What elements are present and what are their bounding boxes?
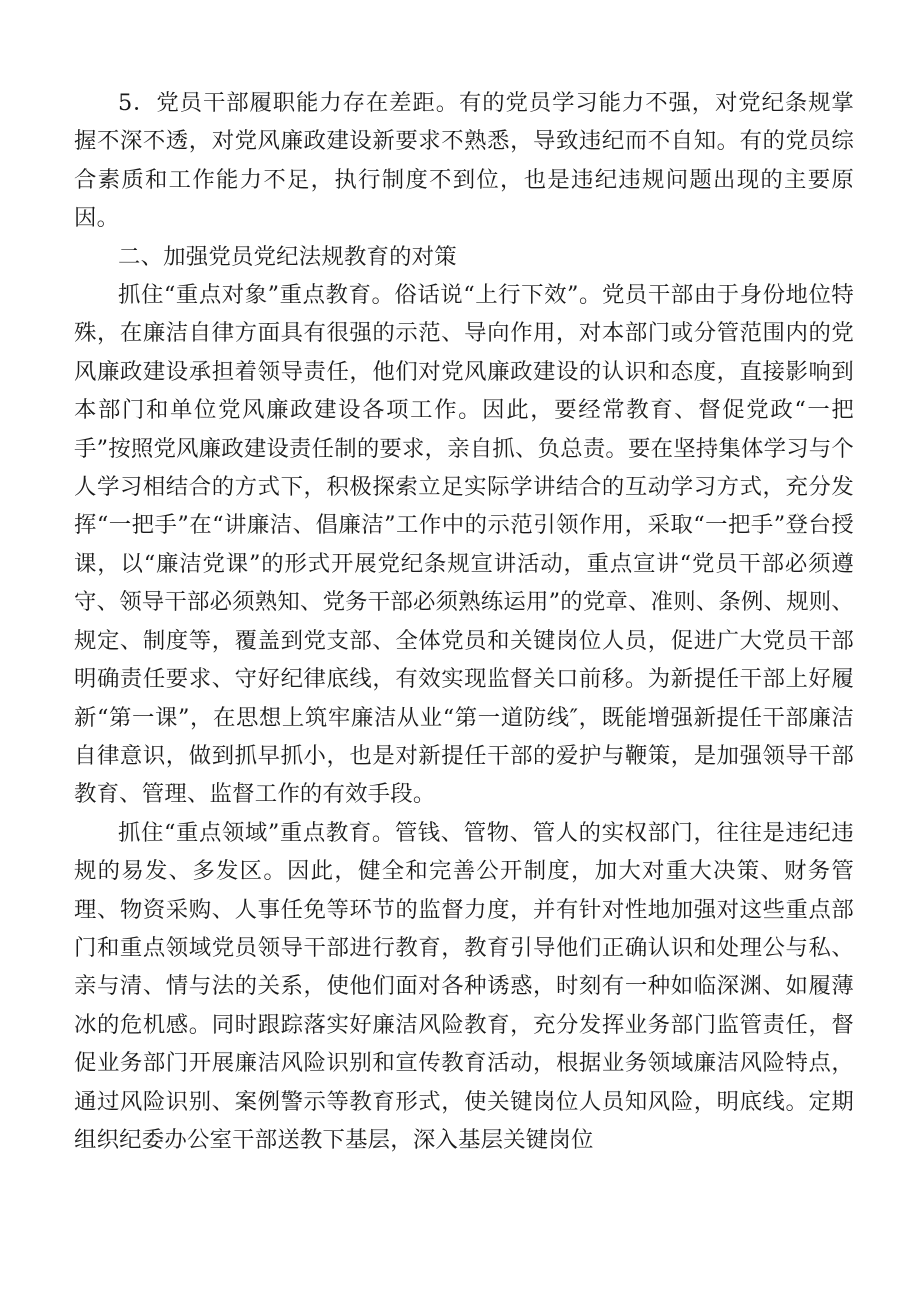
document-page	[74, 84, 854, 1159]
paragraph-key-areas: 抓住“重点领域”重点教育。管钱、管物、管人的实权部门，往往是违纪违规的易发、多发区。因此，健全和完善公开制度，加大对重大决策、财务管理、物资采购、人事任免等环节的监督力度，并有针对性地加强对这些重点部门和重点领域党员领导干部进行教育，教育引导他们正确认识和处理公与私、亲与清、情与法的关系，使他们面对各种诱惑，时刻有一种如临深渊、如履薄冰的危机感。同时跟踪落实好廉洁风险教育，充分发挥业务部门监管责任，督促业务部门开展廉洁风险识别和宣传教育活动，根据业务领域廉洁风险特点，通过风险识别、案例警示等教育形式，使关键岗位人员知风险，明底线。定期组织纪委办公室干部送教下基层，深入基层关键岗位	[74, 819, 854, 1153]
paragraph-capability-gap: 5．党员干部履职能力存在差距。有的党员学习能力不强，对党纪条规掌握不深不透，对党风廉政建设新要求不熟悉，导致违纪而不自知。有的党员综合素质和工作能力不足，执行制度不到位，也是违纪违规问题出现的主要原因。	[74, 90, 854, 232]
paragraph-key-targets: 抓住“重点对象”重点教育。俗话说“上行下效”。党员干部由于身份地位特殊，在廉洁自律方面具有很强的示范、导向作用，对本部门或分管范围内的党风廉政建设承担着领导责任，他们对党风廉政建设的认识和态度，直接影响到本部门和单位党风廉政建设各项工作。因此，要经常教育、督促党政“一把手”按照党风廉政建设责任制的要求，亲自抓、负总责。要在坚持集体学习与个人学习相结合的方式下，积极探索立足实际学讲结合的互动学习方式，充分发挥“一把手”在“讲廉洁、倡廉洁”工作中的示范引领作用，采取“一把手”登台授课，以“廉洁党课”的形式开展党纪条规宣讲活动，重点宣讲“党员干部必须遵守、领导干部必须熟知、党务干部必须熟练运用”的党章、准则、条例、规则、规定、制度等，覆盖到党支部、全体党员和关键岗位人员，促进广大党员干部明确责任要求、守好纪律底线，有效实现监督关口前移。为新提任干部上好履新“第一课”，在思想上筑牢廉洁从业“第一道防线″，既能增强新提任干部廉洁自律意识，做到抓早抓小，也是对新提任干部的爱护与鞭策，是加强领导干部教育、管理、监督工作的有效手段。	[74, 282, 854, 808]
section-heading-countermeasures: 二、加强党员党纪法规教育的对策	[118, 243, 457, 270]
